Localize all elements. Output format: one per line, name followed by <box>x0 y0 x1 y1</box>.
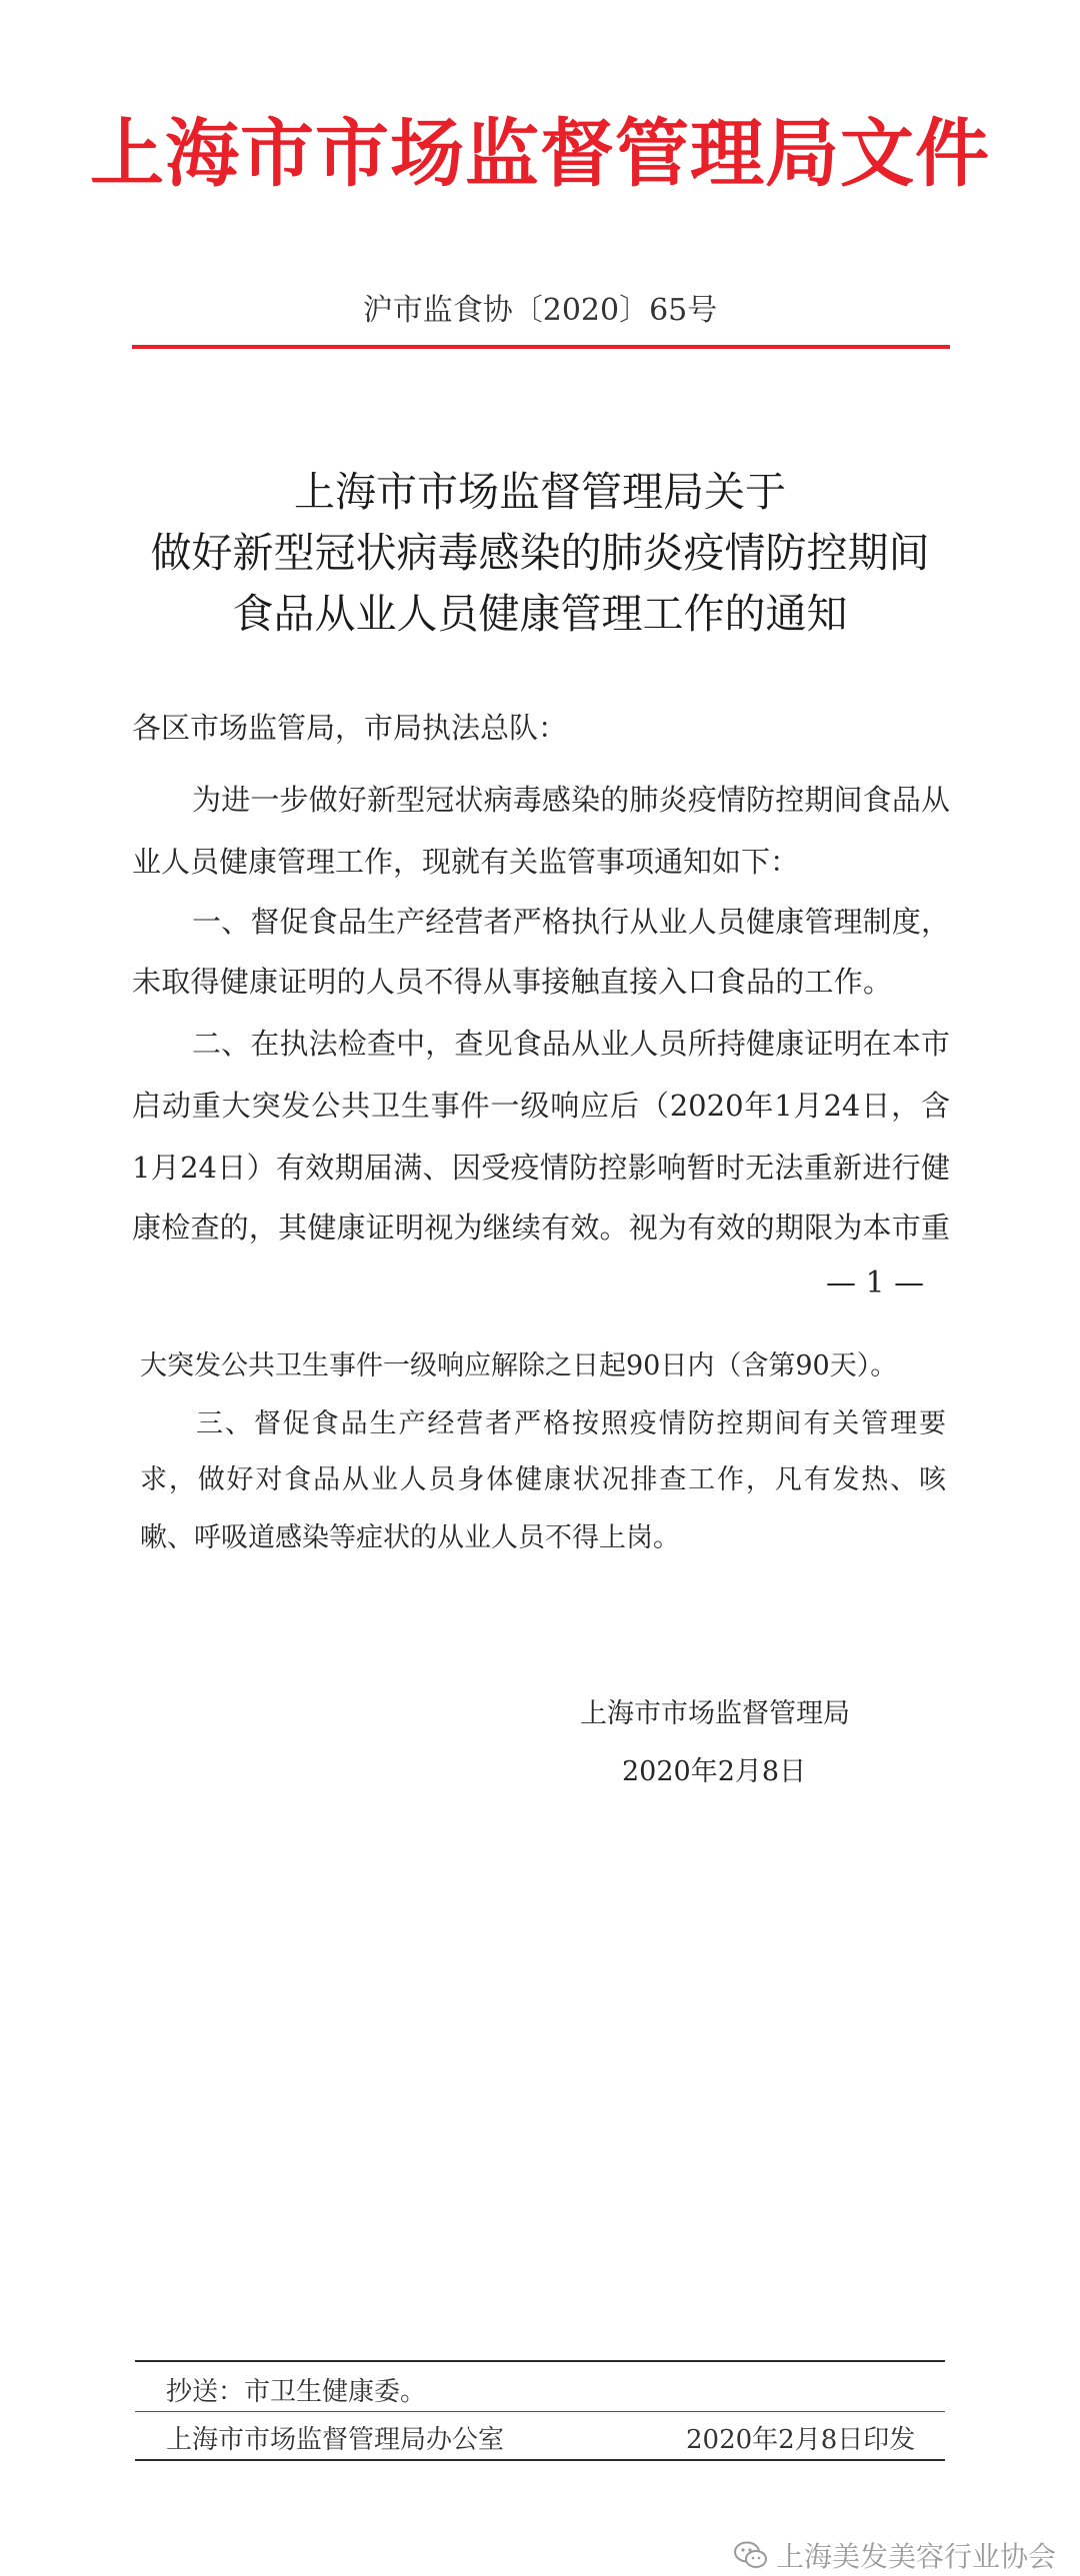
paragraph-line: 大突发公共卫生事件一级响应解除之日起90日内（含第90天）。 <box>140 1350 898 1381</box>
paragraph-line: 一、督促食品生产经营者严格执行从业人员健康管理制度， <box>192 905 950 939</box>
title-line-3: 食品从业人员健康管理工作的通知 <box>232 590 848 638</box>
paragraph-line: 为进一步做好新型冠状病毒感染的肺炎疫情防控期间食品从 <box>192 783 950 817</box>
footer-rule-middle <box>135 2411 945 2412</box>
issuing-office: 上海市市场监督管理局办公室 <box>166 2425 505 2455</box>
salutation: 各区市场监管局，市局执法总队： <box>132 711 568 745</box>
document-number: 沪市监食协〔2020〕65号 <box>362 293 718 328</box>
paragraph-line: 业人员健康管理工作，现就有关监管事项通知如下： <box>132 845 800 879</box>
paragraph-line: 1月24日）有效期届满、因受疫情防控影响暂时无法重新进行健 <box>132 1151 950 1185</box>
paragraph-line: 启动重大突发公共卫生事件一级响应后（2020年1月24日，含 <box>132 1089 950 1123</box>
signature-org: 上海市市场监督管理局 <box>580 1698 850 1729</box>
signature-date: 2020年2月8日 <box>622 1756 807 1787</box>
footer-rule-bottom <box>135 2459 945 2461</box>
paragraph-line: 求，做好对食品从业人员身体健康状况排查工作，凡有发热、咳 <box>140 1464 946 1495</box>
paragraph-line: 康检查的，其健康证明视为继续有效。视为有效的期限为本市重 <box>132 1211 950 1245</box>
issuer-header: 上海市市场监督管理局文件 <box>90 111 990 197</box>
print-date: 2020年2月8日印发 <box>686 2425 916 2455</box>
paragraph-line: 未取得健康证明的人员不得从事接触直接入口食品的工作。 <box>132 965 892 999</box>
title-line-1: 上海市市场监督管理局关于 <box>294 468 786 516</box>
red-divider <box>132 345 950 349</box>
paragraph-line: 二、在执法检查中，查见食品从业人员所持健康证明在本市 <box>192 1027 950 1061</box>
cc-line: 抄送：市卫生健康委。 <box>166 2377 427 2407</box>
notice-title <box>0 462 1080 645</box>
paragraph-line: 三、督促食品生产经营者严格按照疫情防控期间有关管理要 <box>196 1408 946 1439</box>
wechat-icon <box>734 2541 768 2569</box>
watermark-text: 上海美发美容行业协会 <box>775 2540 1056 2573</box>
paragraph-line: 嗽、呼吸道感染等症状的从业人员不得上岗。 <box>140 1522 680 1553</box>
footer-rule-top <box>135 2360 945 2362</box>
page-number: — 1 — <box>826 1266 925 1300</box>
title-line-2: 做好新型冠状病毒感染的肺炎疫情防控期间 <box>150 529 930 577</box>
watermark <box>734 2535 1056 2575</box>
